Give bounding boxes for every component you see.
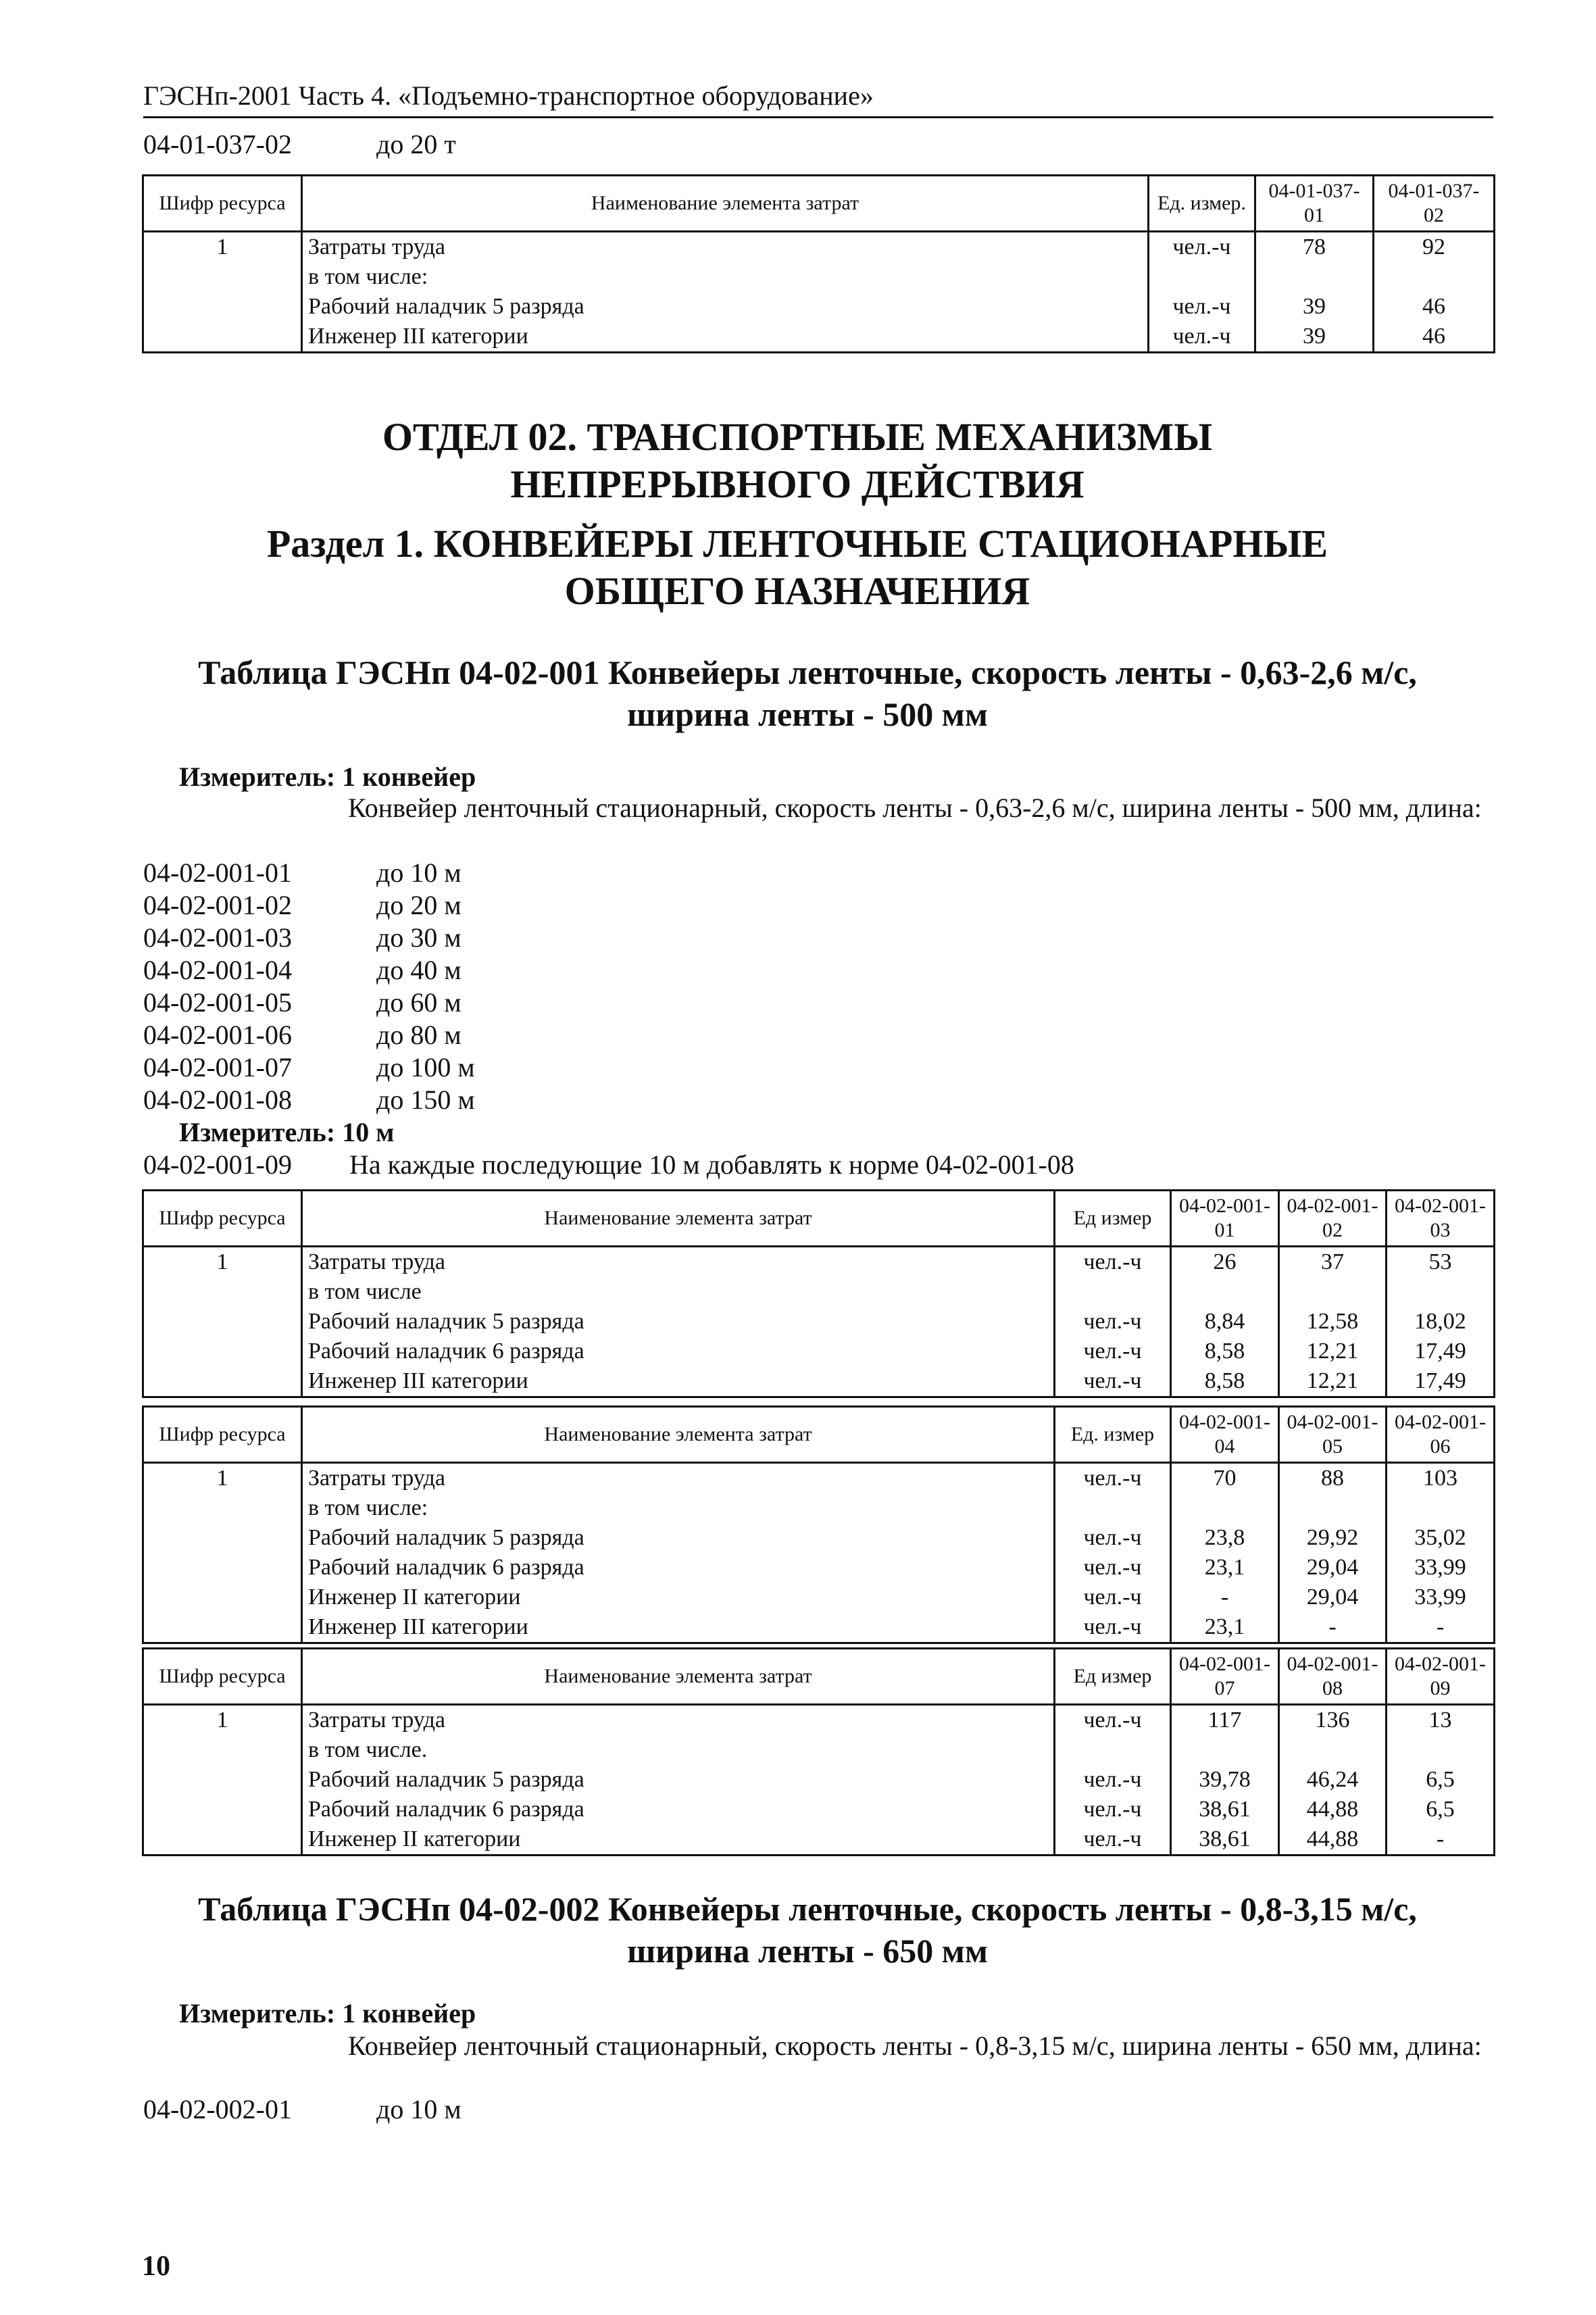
item-code: 04-02-001-05 — [143, 987, 292, 1018]
norm-table-1 — [142, 174, 1495, 353]
running-header: ГЭСНп-2001 Часть 4. «Подъемно-транспортное оборудование» — [143, 80, 874, 111]
cell-unit — [1149, 262, 1255, 292]
cell-value: 33,99 — [1387, 1553, 1495, 1583]
table-row — [143, 1307, 1495, 1337]
meter-value: 1 конвейер — [342, 762, 476, 792]
cell-name: Инженер II категории — [302, 1583, 1055, 1612]
cell-value: 33,99 — [1387, 1583, 1495, 1612]
table-row — [143, 262, 1495, 292]
list-item — [143, 1084, 475, 1116]
norm-table-4 — [142, 1647, 1495, 1856]
top-value: до 20 т — [376, 129, 456, 159]
cell-name: Рабочий наладчик 6 разряда — [302, 1795, 1055, 1824]
cell-value — [1387, 1735, 1495, 1765]
cell-value — [1255, 262, 1374, 292]
top-code: 04-01-037-02 — [143, 129, 292, 159]
col-header-name: Наименование элемента затрат — [302, 1407, 1055, 1463]
cell-value — [1171, 1493, 1279, 1523]
cell-value: 29,04 — [1279, 1583, 1387, 1612]
cell-value — [1171, 1735, 1279, 1765]
cell-value — [1279, 1277, 1387, 1307]
top-code-line — [143, 128, 456, 160]
table-row — [143, 322, 1495, 353]
department-title: ОТДЕЛ 02. ТРАНСПОРТНЫЕ МЕХАНИЗМЫ НЕПРЕРЫВНОГО ДЕЙСТВИЯ — [382, 415, 1213, 506]
item-code: 04-02-001-02 — [143, 890, 292, 920]
cell-name: Затраты труда — [302, 232, 1149, 263]
table-row — [143, 1795, 1495, 1824]
cell-unit: чел.-ч — [1055, 1824, 1171, 1856]
item-code: 04-02-001-07 — [143, 1052, 292, 1082]
col-header-unit: Ед измер — [1055, 1649, 1171, 1705]
cell-value: 12,21 — [1279, 1337, 1387, 1366]
table-row — [143, 1247, 1495, 1278]
cell-value: 13 — [1387, 1705, 1495, 1736]
cell-resource — [143, 1493, 302, 1523]
cell-value: 29,92 — [1279, 1523, 1387, 1553]
cell-unit: чел.-ч — [1055, 1795, 1171, 1824]
cell-unit: чел.-ч — [1055, 1523, 1171, 1553]
cell-unit: чел.-ч — [1055, 1337, 1171, 1366]
cell-value: 8,58 — [1171, 1366, 1279, 1397]
cell-value: 17,49 — [1387, 1366, 1495, 1397]
item-code: 04-02-001-08 — [143, 1085, 292, 1115]
cell-resource — [143, 1583, 302, 1612]
cell-resource — [143, 1337, 302, 1366]
table-001-title: Таблица ГЭСНп 04-02-001 Конвейеры ленточные, скорость ленты - 0,63-2,6 м/с, ширина ленты - 500 мм — [198, 653, 1417, 733]
cell-name: Инженер III категории — [302, 1366, 1055, 1397]
cell-value — [1279, 1493, 1387, 1523]
cell-unit: чел.-ч — [1055, 1705, 1171, 1736]
table-row — [143, 1765, 1495, 1795]
cell-resource — [143, 1612, 302, 1643]
cell-value: 12,21 — [1279, 1366, 1387, 1397]
table-header-row — [143, 176, 1495, 232]
cell-name: в том числе: — [302, 262, 1149, 292]
extra-code: 04-02-001-09 — [143, 1149, 292, 1180]
col-header-unit: Ед. измер. — [1149, 176, 1255, 232]
item-value: до 10 м — [376, 2094, 462, 2124]
col-header-code-2: 04-02-001-08 — [1279, 1649, 1387, 1705]
col-header-resource: Шифр ресурса — [143, 1649, 302, 1705]
col-header-code-1: 04-01-037-01 — [1255, 176, 1374, 232]
cell-value: 23,1 — [1171, 1553, 1279, 1583]
table-row — [143, 1337, 1495, 1366]
meter-label: Измеритель: — [179, 1998, 336, 2028]
cell-unit: чел.-ч — [1149, 322, 1255, 353]
cell-resource — [143, 1765, 302, 1795]
extra-text: На каждые последующие 10 м добавлять к норме 04-02-001-08 — [349, 1149, 1074, 1180]
col-header-name: Наименование элемента затрат — [302, 1191, 1055, 1247]
col-header-code-2: 04-01-037-02 — [1374, 176, 1495, 232]
cell-value: 8,58 — [1171, 1337, 1279, 1366]
cell-value: 46 — [1374, 322, 1495, 353]
cell-value: 8,84 — [1171, 1307, 1279, 1337]
cell-value: 23,1 — [1171, 1612, 1279, 1643]
table-row — [143, 1463, 1495, 1494]
cell-value: 18,02 — [1387, 1307, 1495, 1337]
cell-value: 26 — [1171, 1247, 1279, 1278]
table-row — [143, 1553, 1495, 1583]
code-list — [143, 857, 475, 1116]
cell-name: в том числе: — [302, 1493, 1055, 1523]
cell-resource: 1 — [143, 1247, 302, 1278]
list-item — [143, 1051, 475, 1084]
cell-value: 78 — [1255, 232, 1374, 263]
table-row — [143, 1366, 1495, 1397]
item-value: до 30 м — [376, 922, 462, 953]
cell-unit: чел.-ч — [1055, 1612, 1171, 1643]
cell-value: 88 — [1279, 1463, 1387, 1494]
table-row — [143, 1824, 1495, 1856]
col-header-code-1: 04-02-001-07 — [1171, 1649, 1279, 1705]
col-header-code-3: 04-02-001-06 — [1387, 1407, 1495, 1463]
table-row — [143, 1493, 1495, 1523]
list-item — [143, 1019, 475, 1051]
col-header-resource: Шифр ресурса — [143, 1191, 302, 1247]
list-item — [143, 987, 475, 1019]
cell-value: - — [1387, 1824, 1495, 1856]
cell-value: 39 — [1255, 292, 1374, 322]
cell-resource — [143, 1523, 302, 1553]
item-value: до 40 м — [376, 955, 462, 985]
cell-value: 39,78 — [1171, 1765, 1279, 1795]
cell-unit: чел.-ч — [1055, 1463, 1171, 1494]
table-header-row — [143, 1649, 1495, 1705]
cell-resource — [143, 1277, 302, 1307]
col-header-code-1: 04-02-001-04 — [1171, 1407, 1279, 1463]
cell-name: в том числе — [302, 1277, 1055, 1307]
cell-unit — [1055, 1735, 1171, 1765]
cell-name: Рабочий наладчик 6 разряда — [302, 1337, 1055, 1366]
list-item — [143, 857, 475, 889]
cell-unit: чел.-ч — [1055, 1366, 1171, 1397]
cell-name: Рабочий наладчик 5 разряда — [302, 1765, 1055, 1795]
col-header-unit: Ед. измер — [1055, 1407, 1171, 1463]
item-code: 04-02-001-04 — [143, 955, 292, 985]
cell-value: 37 — [1279, 1247, 1387, 1278]
cell-value: 17,49 — [1387, 1337, 1495, 1366]
meter-value: 10 м — [342, 1117, 395, 1147]
col-header-code-3: 04-02-001-09 — [1387, 1649, 1495, 1705]
cell-value: - — [1387, 1612, 1495, 1643]
cell-name: Инженер III категории — [302, 1612, 1055, 1643]
header-rule — [143, 116, 1493, 118]
code-line-002 — [143, 2093, 462, 2125]
cell-value: 46,24 — [1279, 1765, 1387, 1795]
cell-value: - — [1279, 1612, 1387, 1643]
cell-value: 136 — [1279, 1705, 1387, 1736]
cell-value: 35,02 — [1387, 1523, 1495, 1553]
item-code: 04-02-001-06 — [143, 1020, 292, 1050]
item-code: 04-02-001-03 — [143, 922, 292, 953]
table-row — [143, 1612, 1495, 1643]
cell-unit — [1055, 1493, 1171, 1523]
table-row — [143, 1705, 1495, 1736]
table-row — [143, 1523, 1495, 1553]
table-row — [143, 1583, 1495, 1612]
cell-unit — [1055, 1277, 1171, 1307]
meter-line — [179, 761, 476, 793]
list-item — [143, 922, 475, 954]
page-number: 10 — [142, 2251, 170, 2282]
table-002-description: Конвейер ленточный стационарный, скорость ленты - 0,8-3,15 м/с, ширина ленты - 650 мм, длина: — [348, 2031, 1482, 2061]
cell-name: в том числе. — [302, 1735, 1055, 1765]
cell-value: 117 — [1171, 1705, 1279, 1736]
cell-unit: чел.-ч — [1055, 1247, 1171, 1278]
list-item — [143, 889, 475, 922]
cell-resource — [143, 322, 302, 353]
norm-table-3 — [142, 1405, 1495, 1644]
cell-value — [1279, 1735, 1387, 1765]
meter-label: Измеритель: — [179, 1117, 336, 1147]
item-value: до 150 м — [376, 1085, 475, 1115]
col-header-name: Наименование элемента затрат — [302, 176, 1149, 232]
cell-value: 23,8 — [1171, 1523, 1279, 1553]
table-row — [143, 1735, 1495, 1765]
cell-value — [1171, 1277, 1279, 1307]
item-code: 04-02-001-01 — [143, 857, 292, 888]
cell-unit: чел.-ч — [1055, 1765, 1171, 1795]
cell-value — [1374, 262, 1495, 292]
cell-name: Затраты труда — [302, 1705, 1055, 1736]
cell-name: Затраты труда — [302, 1247, 1055, 1278]
table-header-row — [143, 1407, 1495, 1463]
cell-value: 38,61 — [1171, 1795, 1279, 1824]
cell-value: 39 — [1255, 322, 1374, 353]
col-header-code-2: 04-02-001-02 — [1279, 1191, 1387, 1247]
col-header-code-3: 04-02-001-03 — [1387, 1191, 1495, 1247]
cell-unit: чел.-ч — [1149, 232, 1255, 263]
meter-line-3 — [179, 1997, 476, 2029]
cell-unit: чел.-ч — [1149, 292, 1255, 322]
cell-resource — [143, 1307, 302, 1337]
cell-unit: чел.-ч — [1055, 1583, 1171, 1612]
cell-resource — [143, 1366, 302, 1397]
cell-resource — [143, 1795, 302, 1824]
cell-resource: 1 — [143, 232, 302, 263]
col-header-name: Наименование элемента затрат — [302, 1649, 1055, 1705]
extra-code-line — [143, 1149, 1074, 1180]
cell-value: 70 — [1171, 1463, 1279, 1494]
table-001-description: Конвейер ленточный стационарный, скорость ленты - 0,63-2,6 м/с, ширина ленты - 500 мм, длина: — [348, 793, 1482, 823]
item-code: 04-02-002-01 — [143, 2094, 292, 2124]
cell-resource: 1 — [143, 1463, 302, 1494]
cell-value: 53 — [1387, 1247, 1495, 1278]
cell-name: Рабочий наладчик 6 разряда — [302, 1553, 1055, 1583]
table-002-title: Таблица ГЭСНп 04-02-002 Конвейеры ленточные, скорость ленты - 0,8-3,15 м/с, ширина ленты - 650 мм — [198, 1890, 1417, 1970]
col-header-unit: Ед измер — [1055, 1191, 1171, 1247]
cell-value: 38,61 — [1171, 1824, 1279, 1856]
cell-value: 6,5 — [1387, 1765, 1495, 1795]
item-value: до 100 м — [376, 1052, 475, 1082]
cell-resource — [143, 1553, 302, 1583]
cell-resource — [143, 1735, 302, 1765]
subsection-title: Раздел 1. КОНВЕЙЕРЫ ЛЕНТОЧНЫЕ СТАЦИОНАРНЫЕ ОБЩЕГО НАЗНАЧЕНИЯ — [266, 522, 1328, 613]
table-row — [143, 1277, 1495, 1307]
table-row — [143, 232, 1495, 263]
meter-label: Измеритель: — [179, 762, 336, 792]
cell-value: 103 — [1387, 1463, 1495, 1494]
item-value: до 10 м — [376, 857, 462, 888]
item-value: до 80 м — [376, 1020, 462, 1050]
cell-resource: 1 — [143, 1705, 302, 1736]
col-header-code-1: 04-02-001-01 — [1171, 1191, 1279, 1247]
cell-unit: чел.-ч — [1055, 1553, 1171, 1583]
cell-value: 12,58 — [1279, 1307, 1387, 1337]
col-header-resource: Шифр ресурса — [143, 1407, 302, 1463]
cell-name: Инженер II категории — [302, 1824, 1055, 1856]
cell-name: Рабочий наладчик 5 разряда — [302, 1307, 1055, 1337]
cell-value — [1387, 1277, 1495, 1307]
cell-value: - — [1171, 1583, 1279, 1612]
cell-name: Инженер III категории — [302, 322, 1149, 353]
cell-value: 46 — [1374, 292, 1495, 322]
item-value: до 60 м — [376, 987, 462, 1018]
meter-value: 1 конвейер — [342, 1998, 476, 2028]
col-header-resource: Шифр ресурса — [143, 176, 302, 232]
cell-resource — [143, 262, 302, 292]
list-item — [143, 954, 475, 987]
table-header-row — [143, 1191, 1495, 1247]
cell-value: 44,88 — [1279, 1824, 1387, 1856]
cell-value: 92 — [1374, 232, 1495, 263]
cell-value: 44,88 — [1279, 1795, 1387, 1824]
table-row — [143, 292, 1495, 322]
norm-table-2 — [142, 1189, 1495, 1398]
cell-value — [1387, 1493, 1495, 1523]
cell-name: Рабочий наладчик 5 разряда — [302, 292, 1149, 322]
cell-name: Рабочий наладчик 5 разряда — [302, 1523, 1055, 1553]
col-header-code-2: 04-02-001-05 — [1279, 1407, 1387, 1463]
cell-value: 29,04 — [1279, 1553, 1387, 1583]
cell-resource — [143, 292, 302, 322]
cell-unit: чел.-ч — [1055, 1307, 1171, 1337]
cell-resource — [143, 1824, 302, 1856]
item-value: до 20 м — [376, 890, 462, 920]
cell-name: Затраты труда — [302, 1463, 1055, 1494]
meter-line-2 — [179, 1116, 394, 1148]
cell-value: 6,5 — [1387, 1795, 1495, 1824]
